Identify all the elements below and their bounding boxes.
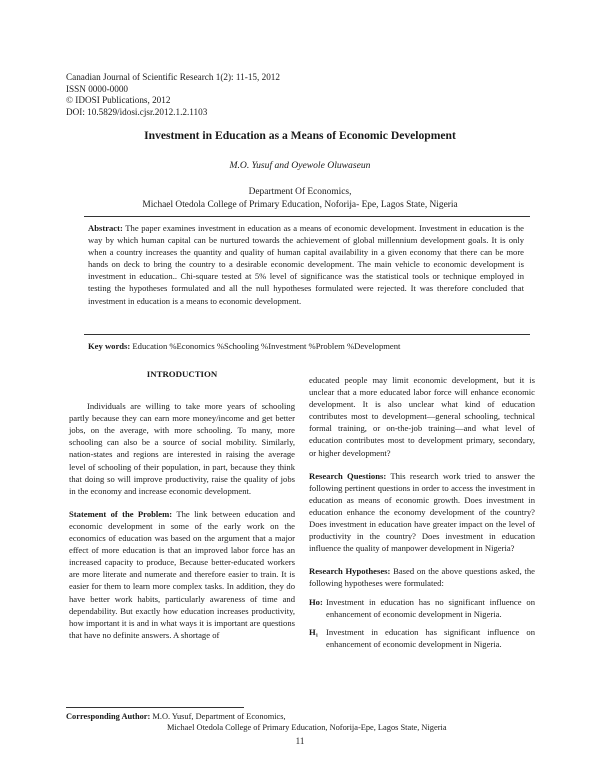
doi: DOI: 10.5829/idosi.cjsr.2012.1.2.1103 xyxy=(66,106,208,117)
affiliation-college: Michael Otedola College of Primary Education, Noforija- Epe, Lagos State, Nigeria xyxy=(142,199,458,210)
research-questions-label: Research Questions: xyxy=(309,470,387,481)
affiliation-department: Department Of Economics, xyxy=(248,187,352,197)
affiliation xyxy=(0,186,600,211)
keywords-text: Education %Economics %Schooling %Investment %Problem %Development xyxy=(132,341,401,351)
hypothesis-h0 xyxy=(309,596,535,620)
intro-paragraph: Individuals are willing to take more years of schooling partly because they can earn more money/income and get better jobs, on the average, with more schooling. To many, more schooling can also be a source of social mobility. Similarly, nation-states and regions are interested in raising the average level of schooling of their population, in part, because they think that doing so will improve productivity, raise the quality of jobs in the economy and increase economic development. xyxy=(69,401,295,496)
research-hypotheses-text: Based on the above questions asked, the following hypotheses were formulated: xyxy=(309,566,535,589)
corresponding-author-line1: M.O. Yusuf, Department of Economics, xyxy=(152,712,286,721)
corresponding-author-line2: Michael Otedola College of Primary Education, Noforija-Epe, Lagos State, Nigeria xyxy=(167,723,447,732)
copyright: © IDOSI Publications, 2012 xyxy=(66,95,171,106)
corresponding-author xyxy=(66,711,447,733)
research-hypotheses-label: Research Hypotheses: xyxy=(309,566,391,577)
keywords xyxy=(88,341,528,351)
hypothesis-h1 xyxy=(309,626,535,650)
left-column xyxy=(69,368,295,641)
right-column xyxy=(309,374,535,650)
corresponding-author-label: Corresponding Author: xyxy=(66,712,151,721)
abstract xyxy=(88,222,524,307)
research-questions-paragraph xyxy=(309,470,535,555)
problem-text: The link between education and economic development in some of the early work on the economics of education was based on the argument that a major effect of more education is that an improved labor force has an increased capacity to produce, Because better-educated workers are more literate and numerate and therefore easier to train. It is easier for them to learn more complex tasks. In addition, they do have better work habits, particularly awareness of time and dependability. But exactly how education increases productivity, how important it is and in what ways it is important are questions that have no definite answers. A shortage of xyxy=(69,508,295,640)
abstract-bottom-rule xyxy=(84,334,530,335)
abstract-label: Abstract: xyxy=(88,223,123,233)
paper-title: Investment in Education as a Means of Economic Development xyxy=(144,129,456,142)
abstract-top-rule xyxy=(84,216,530,217)
page-number: 11 xyxy=(295,736,305,746)
footnote-rule xyxy=(66,707,244,708)
research-hypotheses-paragraph xyxy=(309,565,535,589)
section-heading-introduction: INTRODUCTION xyxy=(146,369,218,379)
hypothesis-h0-label: Ho: xyxy=(309,596,323,607)
problem-paragraph xyxy=(69,508,295,641)
journal-header xyxy=(66,72,280,118)
paper-authors: M.O. Yusuf and Oyewole Oluwaseun xyxy=(229,160,371,171)
continuation-paragraph: educated people may limit economic development, but it is unclear that a more educated labor force will enhance economic development. It is also unclear what kind of education contributes most to development—general schooling, technical formal training, or on-the-job training—and what level of education contributes most to development primary, secondary, or higher development? xyxy=(309,375,535,458)
journal-citation: Canadian Journal of Scientific Research 1(2): 11-15, 2012 xyxy=(66,72,280,82)
hypothesis-h1-text: Investment in education has significant influence on enhancement of economic development in Nigeria. xyxy=(326,626,535,649)
issn: ISSN 0000-0000 xyxy=(66,83,129,94)
keywords-label: Key words: xyxy=(88,341,131,351)
hypothesis-h0-text: Investment in education has no significant influence on enhancement of economic development in Nigeria. xyxy=(326,596,535,619)
abstract-text: The paper examines investment in education as a means of economic development. Investment in education is the way by which human capital can be nurtured towards the achievement of global millennium development goals. It is only when a country increases the quantity and quality of human capital availability in a given economy that there can be more hands on deck to bring the country to a desirable economic development. The main vehicle to economic development is investment in education.. Chi-square tested at 5% level of significance was the statistical tools or technique employed in testing the hypotheses formulated and all the null hypotheses formulated were rejected. It was therefore concluded that investment in education is a means to economic development. xyxy=(88,223,524,306)
problem-label: Statement of the Problem: xyxy=(69,508,173,519)
hypothesis-h1-label: H₁ xyxy=(309,626,319,637)
research-questions-text: This research work tried to answer the following pertinent questions in order to access the investment in education as means of economic growth. Does investment in education enhance the economy development of the country? Does investment in education have greater impact on the level of productivity in the country? Does investment in education influence the quality of manpower development in Nigeria? xyxy=(309,470,535,554)
